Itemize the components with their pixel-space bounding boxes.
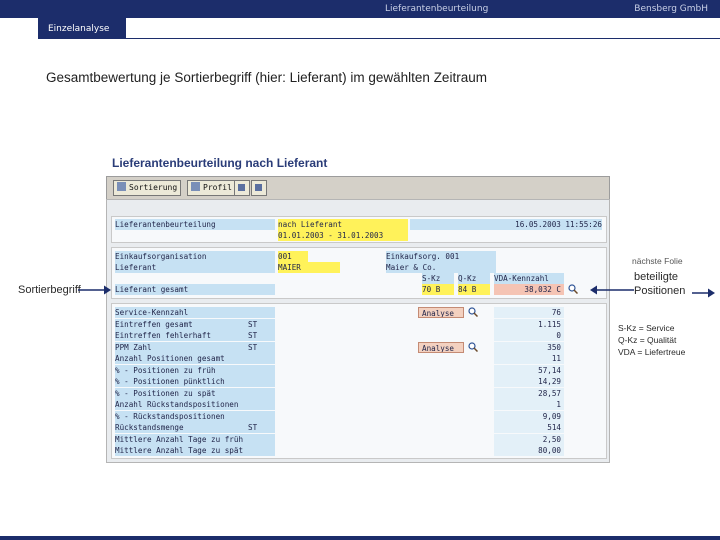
sort-button[interactable]: [113, 180, 181, 196]
detail-row-value: 514: [494, 422, 564, 433]
next-slide-link[interactable]: nächste Folie: [632, 256, 683, 266]
tab-einzelanalyse: [38, 18, 126, 38]
header-timestamp: 16.05.2003 11:55:26: [410, 219, 602, 230]
summary-row: [112, 284, 606, 295]
header-bar: [0, 0, 720, 18]
supplier-code: MAIER: [278, 262, 340, 273]
sortierbegriff-label: Sortierbegriff: [18, 284, 81, 296]
profile-button[interactable]: [187, 180, 236, 196]
detail-row-unit: ST: [248, 342, 270, 353]
legend: [618, 322, 685, 358]
detail-positions-icon[interactable]: [568, 284, 578, 294]
header-row-1: [112, 219, 606, 230]
detail-row-label: % - Positionen pünktlich: [115, 376, 275, 387]
supplier-name: Maier & Co.: [386, 262, 496, 273]
detail-row-value: 14,29: [494, 376, 564, 387]
org-panel: [111, 247, 607, 299]
qkz-value: 84 B: [458, 284, 490, 295]
beteiligte-line2: Positionen: [634, 285, 686, 297]
beteiligte-positionen: [634, 270, 685, 298]
detail-row: [112, 388, 606, 399]
header-label: Lieferantenbeurteilung: [115, 219, 275, 230]
sap-body: [106, 199, 610, 463]
analyse-button[interactable]: Analyse: [418, 307, 464, 318]
header-divider: [38, 38, 720, 39]
detail-row-label: % - Rückstandspositionen: [115, 411, 275, 422]
org-row-2: [112, 262, 606, 273]
detail-row-value: 80,00: [494, 445, 564, 456]
qkz-header: Q-Kz: [458, 273, 490, 284]
sap-toolbar: [106, 176, 610, 200]
footer-bar: [0, 536, 720, 540]
detail-row-label: Service-Kennzahl: [115, 307, 275, 318]
detail-panel: [111, 303, 607, 459]
header-panel: [111, 216, 607, 243]
org-code: 001: [278, 251, 308, 262]
legend-vda: VDA = Liefertreue: [618, 347, 686, 357]
header-value-line1: nach Lieferant: [278, 219, 408, 230]
summary-header-row: [112, 273, 606, 284]
detail-row: [112, 319, 606, 330]
sort-icon: [117, 182, 126, 191]
detail-row-unit: ST: [248, 319, 270, 330]
detail-row: [112, 376, 606, 387]
org-label2: Einkaufsorg. 001: [386, 251, 496, 262]
detail-row-value: 0: [494, 330, 564, 341]
legend-skz: S-Kz = Service: [618, 323, 675, 333]
detail-row-value: 350: [494, 342, 564, 353]
org-row-1: [112, 251, 606, 262]
detail-row-unit: ST: [248, 422, 270, 433]
profile-button-label: Profil: [203, 183, 232, 192]
analyse-button[interactable]: Analyse: [418, 342, 464, 353]
company-name: Bensberg GmbH: [634, 4, 708, 14]
next-arrow-right[interactable]: [692, 287, 716, 299]
detail-row-label: Mittlere Anzahl Tage zu spät: [115, 445, 275, 456]
detail-row-value: 9,09: [494, 411, 564, 422]
print-icon[interactable]: [234, 180, 250, 196]
detail-row: [112, 445, 606, 456]
detail-row-unit: ST: [248, 330, 270, 341]
detail-row-value: 2,50: [494, 434, 564, 445]
vda-header: VDA-Kennzahl: [494, 273, 564, 284]
detail-row-value: 57,14: [494, 365, 564, 376]
supplier-label: Lieferant: [115, 262, 275, 273]
sortierbegriff-arrow: [78, 284, 112, 296]
summary-label: Lieferant gesamt: [115, 284, 275, 295]
vda-value: 38,032 C: [494, 284, 564, 295]
detail-row-value: 1.115: [494, 319, 564, 330]
sap-screen: [106, 150, 610, 462]
sap-window-title: Lieferantenbeurteilung nach Lieferant: [112, 156, 328, 170]
analyse-magnifier-icon[interactable]: [468, 342, 478, 352]
detail-row-value: 76: [494, 307, 564, 318]
legend-qkz: Q-Kz = Qualität: [618, 335, 677, 345]
skz-header: S-Kz: [422, 273, 454, 284]
detail-row: [112, 411, 606, 422]
detail-row-label: Anzahl Positionen gesamt: [115, 353, 275, 364]
detail-row: [112, 434, 606, 445]
header-value-line2: 01.01.2003 - 31.01.2003: [278, 230, 408, 241]
detail-row-label: % - Positionen zu früh: [115, 365, 275, 376]
header-row-2: [112, 230, 606, 241]
beteiligte-arrow-left: [590, 284, 634, 296]
detail-row: [112, 353, 606, 364]
detail-row-label: Mittlere Anzahl Tage zu früh: [115, 434, 275, 445]
beteiligte-line1: beteiligte: [634, 271, 679, 283]
detail-row-label: PPM Zahl: [115, 342, 275, 353]
detail-row: [112, 330, 606, 341]
detail-row: [112, 307, 606, 318]
detail-row-label: Eintreffen gesamt: [115, 319, 275, 330]
export-icon[interactable]: [251, 180, 267, 196]
slide-title: Gesamtbewertung je Sortierbegriff (hier: Lieferant) im gewählten Zeitraum: [46, 70, 487, 85]
header-title: Lieferantenbeurteilung: [385, 4, 489, 14]
detail-row-value: 11: [494, 353, 564, 364]
detail-row-label: % - Positionen zu spät: [115, 388, 275, 399]
org-label: Einkaufsorganisation: [115, 251, 275, 262]
skz-value: 70 B: [422, 284, 454, 295]
detail-row: [112, 399, 606, 410]
detail-row: [112, 342, 606, 353]
profile-icon: [191, 182, 200, 191]
detail-row-value: 28,57: [494, 388, 564, 399]
detail-row: [112, 422, 606, 433]
detail-row-value: 1: [494, 399, 564, 410]
detail-row-label: Anzahl Rückstandspositionen: [115, 399, 275, 410]
detail-row-label: Eintreffen fehlerhaft: [115, 330, 275, 341]
detail-row-label: Rückstandsmenge: [115, 422, 275, 433]
sort-button-label: Sortierung: [129, 183, 178, 192]
detail-row: [112, 365, 606, 376]
tab-label: Einzelanalyse: [48, 24, 110, 34]
analyse-magnifier-icon[interactable]: [468, 307, 478, 317]
